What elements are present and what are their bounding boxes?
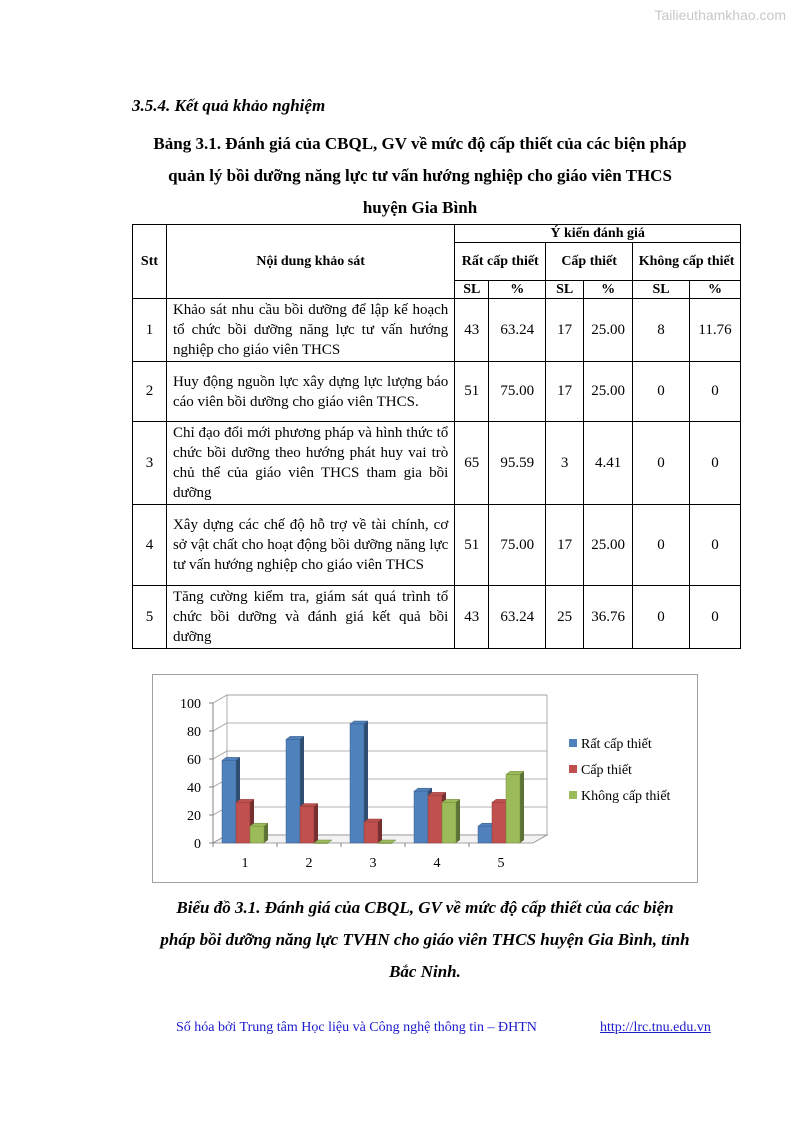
bar [222,760,236,843]
table-caption-line: quản lý bồi dưỡng năng lực tư vấn hướng nghiệp cho giáo viên THCS [168,166,672,185]
table-row [133,299,741,362]
cell-percent: 36.76 [584,586,633,649]
footer-link[interactable]: http://lrc.tnu.edu.vn [600,1020,711,1035]
table-row [133,422,741,505]
bar [350,724,364,843]
table-row [133,362,741,422]
x-tick-label: 4 [433,856,441,871]
legend-label: Không cấp thiết [581,789,671,804]
bar [250,826,264,843]
y-tick-label: 40 [187,781,201,796]
row-content: Huy động nguồn lực xây dựng lực lượng báo cáo viên bồi dưỡng cho giáo viên THCS. [166,362,454,422]
bar [478,826,492,843]
bar [286,739,300,843]
bar [314,843,328,844]
figure-caption [110,892,740,988]
header-sl: SL [455,281,489,299]
cell-percent: 25.00 [584,362,633,422]
x-tick-label: 2 [305,856,313,871]
legend-label: Rất cấp thiết [581,737,652,752]
header-opinion: Ý kiến đánh giá [455,225,741,243]
cell-percent: 63.24 [489,299,546,362]
evaluation-table [132,224,741,649]
bar [364,822,378,843]
cell-percent: 25.00 [584,505,633,586]
bar-side [378,819,382,843]
cell-value: 17 [546,362,584,422]
header-pct: % [689,281,740,299]
cell-percent: 0 [689,586,740,649]
cell-value: 3 [546,422,584,505]
bar [442,802,456,843]
footer-credit: Số hóa bởi Trung tâm Học liệu và Công nghệ thông tin – ĐHTN [176,1020,537,1035]
row-content: Khảo sát nhu cầu bồi dưỡng để lập kế hoạch tổ chức bồi dưỡng năng lực tư vấn hướng nghiệp cho giáo viên THCS [166,299,454,362]
x-tick-label: 3 [369,856,377,871]
cell-value: 0 [633,586,690,649]
row-stt: 5 [133,586,167,649]
cell-value: 0 [633,362,690,422]
y-tick-label: 80 [187,725,201,740]
bar [492,802,506,843]
table-row [133,586,741,649]
row-stt: 1 [133,299,167,362]
row-stt: 2 [133,362,167,422]
cell-value: 8 [633,299,690,362]
table-caption [120,128,720,224]
cell-value: 43 [455,299,489,362]
figure-caption-line: Bắc Ninh. [389,962,461,981]
legend-swatch [569,739,577,747]
header-sl: SL [633,281,690,299]
bar-side [264,823,268,843]
header-sl: SL [546,281,584,299]
table-caption-line: huyện Gia Bình [362,198,478,217]
cell-percent: 0 [689,422,740,505]
legend-swatch [569,791,577,799]
bar [428,795,442,843]
bar [378,843,392,844]
cell-percent: 11.76 [689,299,740,362]
table-caption-line: Bảng 3.1. Đánh giá của CBQL, GV về mức độ cấp thiết của các biện pháp [153,134,687,153]
figure-caption-line: pháp bồi dưỡng năng lực TVHN cho giáo viên THCS huyện Gia Bình, tỉnh [160,930,690,949]
bar-side [520,771,524,843]
cell-value: 65 [455,422,489,505]
chart-canvas [153,675,697,882]
row-content: Tăng cường kiểm tra, giám sát quá trình tổ chức bồi dưỡng và đánh giá kết quả bồi dưỡng [166,586,454,649]
x-tick-label: 5 [497,856,505,871]
legend-label: Cấp thiết [581,763,632,778]
cell-value: 51 [455,505,489,586]
header-pct: % [584,281,633,299]
cell-percent: 75.00 [489,505,546,586]
y-tick-label: 20 [187,809,201,824]
row-content: Chỉ đạo đổi mới phương pháp và hình thức tổ chức bồi dưỡng theo hướng phát huy vai trò chủ thể của giáo viên THCS tham gia bồi dưỡng [166,422,454,505]
y-tick-label: 100 [180,697,201,712]
bar [414,791,428,843]
cell-value: 17 [546,299,584,362]
header-content: Nội dung khảo sát [166,225,454,299]
header-pct: % [489,281,546,299]
section-heading: 3.5.4. Kết quả khảo nghiệm [132,96,326,115]
x-tick-label: 1 [241,856,249,871]
header-stt: Stt [133,225,167,299]
header-necessary: Cấp thiết [546,243,633,281]
figure-caption-line: Biểu đồ 3.1. Đánh giá của CBQL, GV về mức độ cấp thiết của các biện [176,898,674,917]
cell-percent: 95.59 [489,422,546,505]
header-not-necessary: Không cấp thiết [633,243,741,281]
bar-side [456,799,460,843]
cell-percent: 75.00 [489,362,546,422]
cell-percent: 63.24 [489,586,546,649]
cell-percent: 0 [689,362,740,422]
gridline [213,695,227,703]
bar [300,807,314,843]
cell-value: 0 [633,422,690,505]
cell-percent: 0 [689,505,740,586]
y-tick-label: 0 [194,837,201,852]
bar [236,802,250,843]
cell-value: 51 [455,362,489,422]
table-row [133,505,741,586]
cell-value: 17 [546,505,584,586]
header-very-necessary: Rất cấp thiết [455,243,546,281]
row-stt: 3 [133,422,167,505]
bar-chart [152,674,698,883]
cell-percent: 4.41 [584,422,633,505]
row-content: Xây dựng các chế độ hỗ trợ về tài chính, cơ sở vật chất cho hoạt động bồi dưỡng năng lực tư vấn hướng nghiệp cho giáo viên THCS [166,505,454,586]
bar-side [314,804,318,843]
row-stt: 4 [133,505,167,586]
cell-value: 0 [633,505,690,586]
cell-percent: 25.00 [584,299,633,362]
bar [506,774,520,843]
y-tick-label: 60 [187,753,201,768]
gridline [213,723,227,731]
cell-value: 25 [546,586,584,649]
cell-value: 43 [455,586,489,649]
watermark: Tailieuthamkhao.com [654,7,786,23]
legend-swatch [569,765,577,773]
gridline [213,751,227,759]
